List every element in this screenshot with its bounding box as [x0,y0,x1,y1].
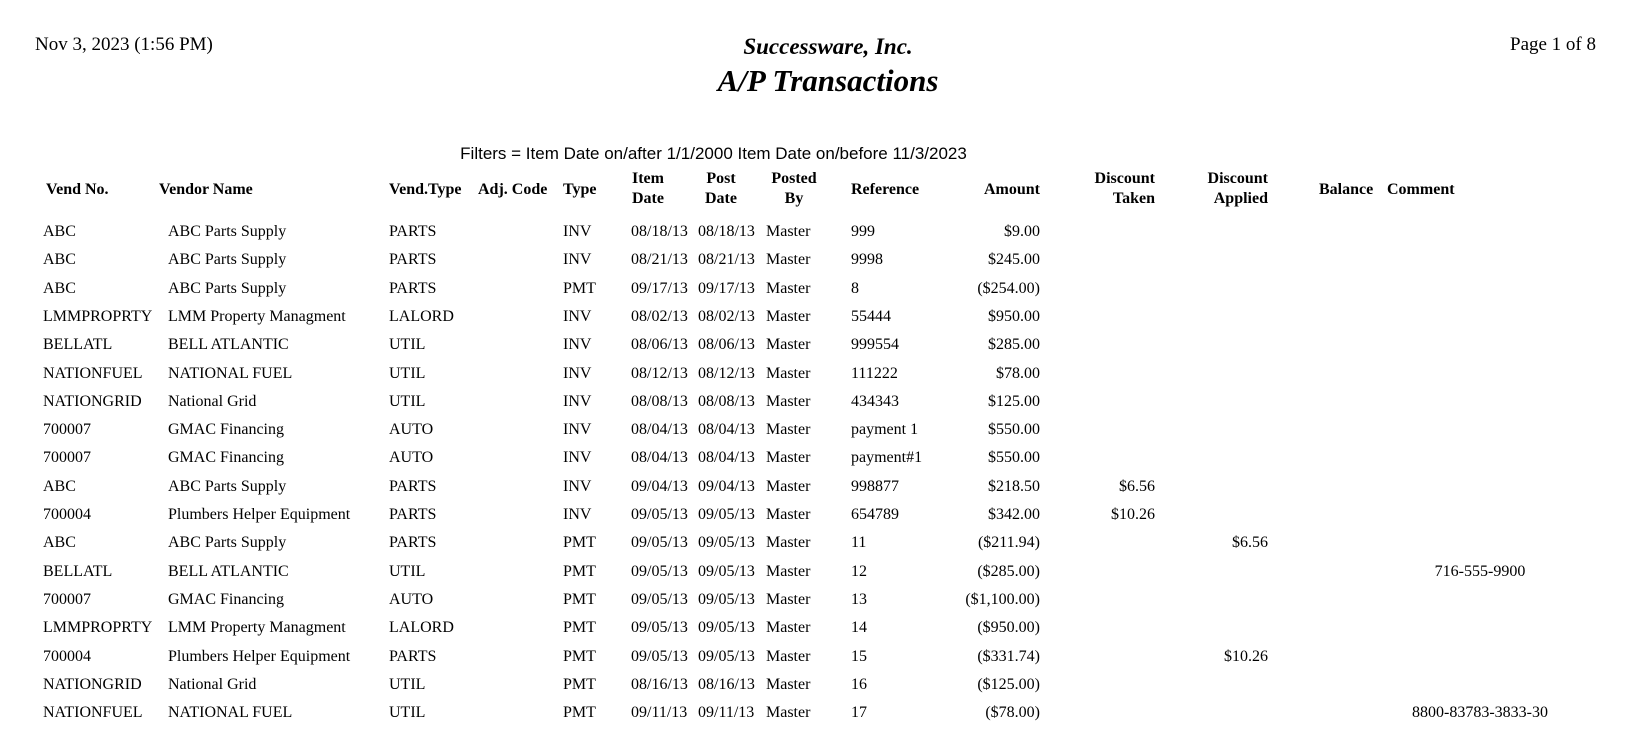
cell-posted-by: Master [766,534,811,552]
cell-type: PMT [563,647,596,665]
cell-reference: 17 [851,704,867,722]
cell-type: INV [563,307,592,325]
cell-posted-by: Master [766,421,811,439]
cell-amount: ($78.00) [985,704,1040,722]
cell-vend-type: PARTS [389,279,437,297]
table-row [0,250,1639,276]
cell-item-date: 08/08/13 [631,392,688,410]
cell-vend-type: AUTO [389,590,434,608]
cell-discount-applied: $10.26 [1224,647,1268,665]
cell-item-date: 09/05/13 [631,534,688,552]
cell-amount: $9.00 [1004,223,1040,240]
table-row [0,335,1639,361]
cell-comment: 8800-83783-3833-30 [1412,704,1548,722]
cell-vendor-name: NATIONAL FUEL [168,704,293,722]
cell-item-date: 08/16/13 [631,675,688,693]
cell-vendor-name: Plumbers Helper Equipment [168,647,351,665]
cell-vend-type: LALORD [389,619,454,637]
cell-vendor-name: GMAC Financing [168,590,284,608]
cell-item-date: 08/02/13 [631,307,688,325]
cell-vend-type: UTIL [389,562,426,580]
col-vend-no: Vend No. [46,181,109,198]
cell-vend-no: ABC [43,279,76,297]
table-row [0,364,1639,390]
cell-reference: 111222 [851,364,898,382]
cell-vend-no: LMMPROPRTY [43,307,153,325]
cell-posted-by: Master [766,223,811,240]
table-row [0,477,1639,503]
cell-type: INV [563,506,592,523]
col-amount: Amount [983,181,1040,198]
cell-reference: 9998 [851,251,883,269]
cell-vendor-name: BELL ATLANTIC [168,336,289,354]
cell-posted-by: Master [766,562,811,580]
cell-posted-by: Master [766,449,811,467]
cell-vend-type: PARTS [389,251,437,269]
cell-vend-no: ABC [43,251,76,269]
cell-amount: ($950.00) [977,619,1040,637]
cell-item-date: 09/05/13 [631,506,688,523]
cell-item-date: 08/18/13 [631,223,688,240]
cell-reference: 434343 [851,392,899,410]
col-post-date-line1: Post [706,170,736,187]
cell-posted-by: Master [766,336,811,354]
table-row [0,448,1639,474]
cell-type: INV [563,364,592,382]
cell-type: PMT [563,279,596,297]
cell-vendor-name: ABC Parts Supply [168,251,287,269]
cell-vend-type: PARTS [389,477,437,495]
table-row [0,647,1639,673]
cell-vendor-name: ABC Parts Supply [168,534,287,552]
cell-vendor-name: NATIONAL FUEL [168,364,293,382]
company-name: Successware, Inc. [743,34,913,59]
col-posted-by-line1: Posted [771,170,817,187]
cell-post-date: 08/16/13 [698,675,755,693]
cell-item-date: 09/11/13 [631,704,688,722]
cell-type: PMT [563,619,596,637]
cell-type: INV [563,336,592,354]
cell-post-date: 09/05/13 [698,562,755,580]
cell-post-date: 08/02/13 [698,307,755,325]
col-discount-applied-line2: Applied [1213,190,1268,207]
cell-amount: ($1,100.00) [965,590,1040,608]
col-balance: Balance [1319,181,1374,198]
cell-item-date: 08/04/13 [631,449,688,467]
cell-type: INV [563,251,592,269]
cell-type: INV [563,421,592,439]
col-reference: Reference [851,181,920,198]
cell-vend-no: LMMPROPRTY [43,619,153,637]
cell-amount: $550.00 [988,449,1040,467]
cell-vend-type: UTIL [389,392,426,410]
cell-vend-no: BELLATL [43,562,113,580]
cell-post-date: 09/04/13 [698,477,755,495]
cell-discount-taken: $6.56 [1119,477,1155,495]
table-row [0,420,1639,446]
cell-item-date: 09/04/13 [631,477,688,495]
cell-vend-no: 700007 [43,590,91,608]
cell-posted-by: Master [766,704,811,722]
cell-amount: $245.00 [988,251,1040,269]
cell-reference: 13 [851,590,867,608]
table-row [0,222,1639,248]
cell-post-date: 08/21/13 [698,251,755,269]
table-row [0,562,1639,588]
cell-amount: ($285.00) [977,562,1040,580]
cell-type: PMT [563,590,596,608]
cell-item-date: 08/12/13 [631,364,688,382]
col-item-date-line2: Date [632,190,664,207]
cell-vendor-name: ABC Parts Supply [168,223,287,240]
cell-posted-by: Master [766,619,811,637]
cell-vendor-name: National Grid [168,392,257,410]
cell-vendor-name: ABC Parts Supply [168,279,287,297]
cell-vend-no: NATIONGRID [43,675,142,693]
col-discount-taken-line1: Discount [1094,170,1155,187]
cell-vend-type: UTIL [389,704,426,722]
col-comment: Comment [1387,181,1455,198]
cell-reference: 654789 [851,506,899,523]
table-row [0,279,1639,305]
cell-post-date: 08/12/13 [698,364,755,382]
cell-type: INV [563,392,592,410]
cell-type: PMT [563,534,596,552]
cell-vendor-name: ABC Parts Supply [168,477,287,495]
cell-vend-no: 700007 [43,449,91,467]
cell-vend-type: LALORD [389,307,454,325]
cell-vendor-name: GMAC Financing [168,421,284,439]
cell-reference: 12 [851,562,867,580]
table-row [0,533,1639,559]
cell-type: PMT [563,704,596,722]
cell-vend-no: BELLATL [43,336,113,354]
report-title: A/P Transactions [717,63,939,98]
cell-vend-type: AUTO [389,421,434,439]
cell-vendor-name: BELL ATLANTIC [168,562,289,580]
cell-reference: 998877 [851,477,899,495]
cell-vend-no: ABC [43,534,76,552]
cell-vend-type: PARTS [389,223,437,240]
table-row [0,392,1639,418]
cell-vend-no: NATIONFUEL [43,364,143,382]
report-run-date: Nov 3, 2023 (1:56 PM) [35,34,213,55]
cell-amount: $950.00 [988,307,1040,325]
cell-vend-no: NATIONGRID [43,392,142,410]
cell-reference: payment#1 [851,449,923,467]
cell-item-date: 08/04/13 [631,421,688,439]
cell-posted-by: Master [766,590,811,608]
cell-post-date: 09/05/13 [698,506,755,523]
page-number: Page 1 of 8 [1510,34,1597,55]
filters-line: Filters = Item Date on/after 1/1/2000 Item Date on/before 11/3/2023 [460,144,967,163]
table-row [0,590,1639,616]
cell-vend-no: 700004 [43,506,91,523]
table-row [0,675,1639,701]
cell-vend-no: ABC [43,223,76,240]
cell-discount-applied: $6.56 [1232,534,1268,552]
cell-reference: 11 [851,534,867,552]
cell-post-date: 09/11/13 [698,704,755,722]
cell-type: INV [563,477,592,495]
col-vend-type: Vend.Type [389,181,462,198]
cell-post-date: 08/18/13 [698,223,755,240]
cell-post-date: 09/17/13 [698,279,755,297]
cell-type: PMT [563,562,596,580]
cell-posted-by: Master [766,364,811,382]
cell-vend-type: UTIL [389,336,426,354]
cell-amount: ($254.00) [977,279,1040,297]
cell-amount: $285.00 [988,336,1040,354]
cell-reference: 55444 [851,307,891,325]
cell-amount: $78.00 [996,364,1040,382]
cell-vend-type: PARTS [389,506,437,523]
cell-item-date: 09/05/13 [631,619,688,637]
cell-vend-type: UTIL [389,675,426,693]
cell-type: PMT [563,675,596,693]
col-discount-applied-line1: Discount [1207,170,1268,187]
cell-post-date: 08/08/13 [698,392,755,410]
cell-amount: $125.00 [988,392,1040,410]
cell-vend-no: ABC [43,477,76,495]
cell-vend-type: AUTO [389,449,434,467]
cell-posted-by: Master [766,307,811,325]
cell-posted-by: Master [766,392,811,410]
col-item-date-line1: Item [632,170,664,187]
cell-amount: ($211.94) [977,534,1040,552]
col-vendor-name: Vendor Name [159,181,253,198]
cell-vendor-name: National Grid [168,675,257,693]
col-type: Type [563,181,597,198]
cell-reference: 999554 [851,336,899,354]
cell-post-date: 08/04/13 [698,421,755,439]
cell-amount: $218.50 [988,477,1040,495]
table-row [0,618,1639,644]
cell-posted-by: Master [766,477,811,495]
cell-reference: payment 1 [851,421,919,439]
cell-posted-by: Master [766,251,811,269]
cell-post-date: 09/05/13 [698,619,755,637]
cell-item-date: 09/05/13 [631,562,688,580]
cell-item-date: 09/05/13 [631,647,688,665]
cell-vendor-name: Plumbers Helper Equipment [168,506,351,523]
cell-amount: $342.00 [988,506,1040,523]
cell-reference: 14 [851,619,867,637]
cell-vend-type: UTIL [389,364,426,382]
cell-vendor-name: LMM Property Managment [168,619,346,637]
table-row [0,307,1639,333]
cell-vend-no: NATIONFUEL [43,704,143,722]
col-discount-taken-line2: Taken [1112,190,1155,207]
col-post-date-line2: Date [705,190,737,207]
cell-item-date: 08/21/13 [631,251,688,269]
cell-vend-no: 700007 [43,421,91,439]
cell-posted-by: Master [766,675,811,693]
cell-post-date: 08/06/13 [698,336,755,354]
cell-reference: 8 [851,279,859,297]
cell-amount: $550.00 [988,421,1040,439]
cell-vend-no: 700004 [43,647,91,665]
table-row [0,505,1639,531]
cell-vend-type: PARTS [389,647,437,665]
cell-reference: 16 [851,675,867,693]
cell-amount: ($331.74) [977,647,1040,665]
cell-comment: 716-555-9900 [1434,562,1526,580]
cell-item-date: 09/17/13 [631,279,688,297]
cell-post-date: 08/04/13 [698,449,755,467]
cell-posted-by: Master [766,279,811,297]
cell-post-date: 09/05/13 [698,534,755,552]
cell-reference: 999 [851,223,875,240]
cell-discount-taken: $10.26 [1111,506,1155,523]
cell-post-date: 09/05/13 [698,590,755,608]
cell-type: INV [563,223,592,240]
cell-type: INV [563,449,592,467]
table-row [0,703,1639,729]
col-adj-code: Adj. Code [478,181,548,198]
cell-posted-by: Master [766,647,811,665]
cell-item-date: 08/06/13 [631,336,688,354]
cell-posted-by: Master [766,506,811,523]
cell-vendor-name: LMM Property Managment [168,307,346,325]
cell-item-date: 09/05/13 [631,590,688,608]
cell-vend-type: PARTS [389,534,437,552]
col-posted-by-line2: By [784,190,804,207]
cell-reference: 15 [851,647,867,665]
cell-vendor-name: GMAC Financing [168,449,284,467]
cell-amount: ($125.00) [977,675,1040,693]
cell-post-date: 09/05/13 [698,647,755,665]
